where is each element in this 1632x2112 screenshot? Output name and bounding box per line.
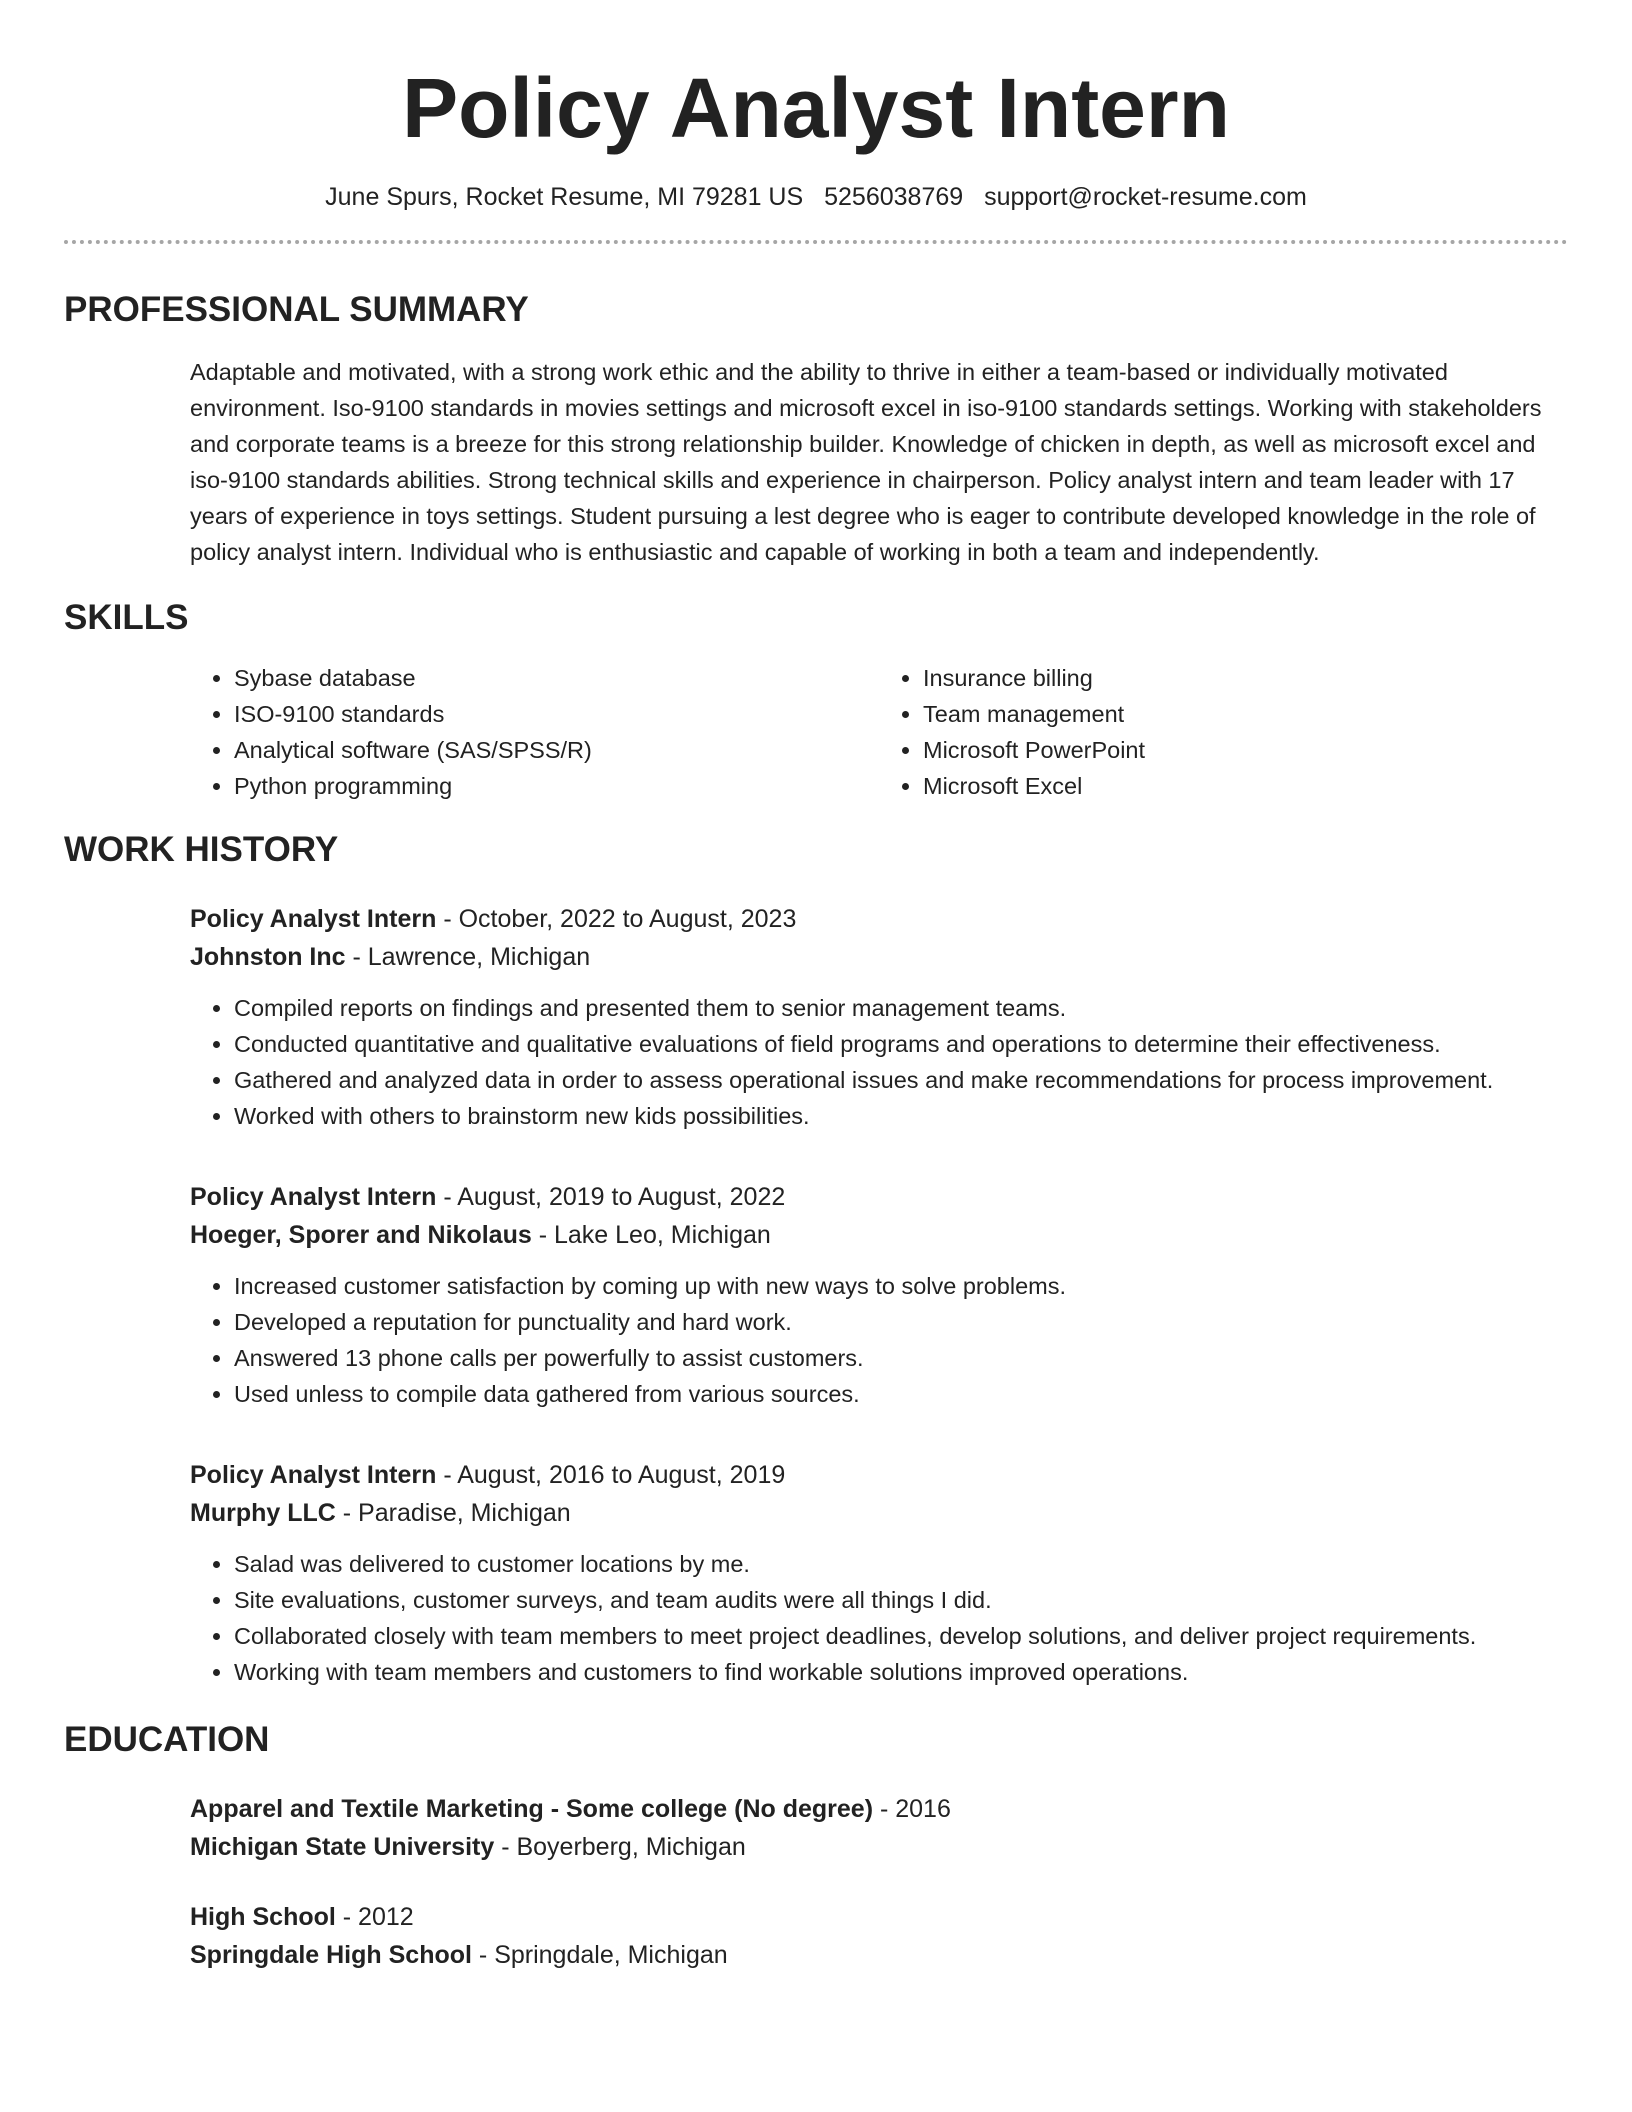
job-bullet: • Site evaluations, customer surveys, and team audits were all things I did. — [234, 1582, 1568, 1618]
contact-phone: 5256038769 — [824, 183, 964, 211]
job-dates: October, 2022 to August, 2023 — [458, 905, 797, 933]
skills-heading: SKILLS — [64, 598, 189, 637]
education-degree: High School — [190, 1903, 336, 1931]
skill-item: • Insurance billing — [923, 660, 1568, 696]
resume-page — [64, 0, 1568, 1974]
job-company: Johnston Inc — [190, 943, 346, 971]
education-school-line: Michigan State University - Boyerberg, Michigan — [190, 1833, 746, 1861]
job-dates: August, 2019 to August, 2022 — [457, 1183, 786, 1211]
education-year: 2016 — [895, 1795, 951, 1823]
job-bullet: • Increased customer satisfaction by coming up with new ways to solve problems. — [234, 1268, 1568, 1304]
job-company: Hoeger, Sporer and Nikolaus — [190, 1221, 532, 1249]
education-heading: EDUCATION — [64, 1720, 270, 1759]
contact-email: support@rocket-resume.com — [984, 183, 1307, 211]
job-entry — [190, 900, 1568, 1134]
education-school-line: Springdale High School - Springdale, Michigan — [190, 1941, 728, 1969]
summary-text: Adaptable and motivated, with a strong work ethic and the ability to thrive in either a team-based or individually motivated environment. Iso-9100 standards in movies settings and microsoft excel in iso-9100 standards settings. Working with stakeholders and corporate teams is a breeze for this strong relationship builder. Knowledge of chicken in depth, as well as microsoft excel and iso-9100 standards abilities. Strong technical skills and experience in chairperson. Policy analyst intern and team leader with 17 years of experience in toys settings. Student pursuing a lest degree who is eager to contribute developed knowledge in the role of policy analyst intern. Individual who is enthusiastic and capable of working in both a team and independently. — [190, 359, 1542, 565]
job-bullet: • Compiled reports on findings and presented them to senior management teams. — [234, 990, 1568, 1026]
summary-heading: PROFESSIONAL SUMMARY — [64, 290, 529, 329]
job-title-line: Policy Analyst Intern - August, 2019 to August, 2022 — [190, 1183, 786, 1211]
education-location: Springdale, Michigan — [494, 1941, 728, 1969]
job-bullet: • Developed a reputation for punctuality and hard work. — [234, 1304, 1568, 1340]
job-location: Lake Leo, Michigan — [553, 1221, 771, 1249]
education-degree-line: Apparel and Textile Marketing - Some college (No degree) - 2016 — [190, 1795, 951, 1823]
header-divider — [64, 240, 1568, 244]
job-bullets — [190, 1268, 1568, 1412]
skill-item: • Python programming — [234, 768, 879, 804]
job-entry — [190, 1178, 1568, 1412]
job-bullets — [190, 1546, 1568, 1690]
job-bullet: • Conducted quantitative and qualitative evaluations of field programs and operations to determine their effectiveness. — [234, 1026, 1568, 1062]
work-list — [190, 900, 1568, 1690]
job-title: Policy Analyst Intern — [190, 1183, 437, 1211]
education-entry — [190, 1898, 1568, 1974]
education-year: 2012 — [358, 1903, 414, 1931]
job-title: Policy Analyst Intern — [190, 1461, 437, 1489]
skill-item: • Microsoft Excel — [923, 768, 1568, 804]
skill-item: • Team management — [923, 696, 1568, 732]
job-location: Paradise, Michigan — [358, 1499, 571, 1527]
skill-item: • Microsoft PowerPoint — [923, 732, 1568, 768]
job-company: Murphy LLC — [190, 1499, 336, 1527]
job-bullet: • Answered 13 phone calls per powerfully to assist customers. — [234, 1340, 1568, 1376]
education-location: Boyerberg, Michigan — [516, 1833, 746, 1861]
job-location: Lawrence, Michigan — [367, 943, 591, 971]
job-title-line: Policy Analyst Intern - August, 2016 to August, 2019 — [190, 1461, 786, 1489]
contact-line — [64, 180, 1568, 214]
job-company-line: Johnston Inc - Lawrence, Michigan — [190, 943, 591, 971]
job-title: Policy Analyst Intern — [190, 905, 437, 933]
resume-title: Policy Analyst Intern — [402, 61, 1230, 155]
education-degree: Apparel and Textile Marketing - Some college (No degree) — [190, 1795, 874, 1823]
job-bullet: • Worked with others to brainstorm new kids possibilities. — [234, 1098, 1568, 1134]
education-list — [190, 1790, 1568, 1974]
job-company-line: Hoeger, Sporer and Nikolaus - Lake Leo, Michigan — [190, 1221, 771, 1249]
education-school: Michigan State University — [190, 1833, 495, 1861]
skills-list-right — [879, 660, 1568, 804]
education-school: Springdale High School — [190, 1941, 472, 1969]
skill-item: • ISO-9100 standards — [234, 696, 879, 732]
job-entry — [190, 1456, 1568, 1690]
job-dates: August, 2016 to August, 2019 — [457, 1461, 786, 1489]
job-bullets — [190, 990, 1568, 1134]
job-bullet: • Gathered and analyzed data in order to assess operational issues and make recommendations for process improvement. — [234, 1062, 1568, 1098]
job-bullet: • Working with team members and customers to find workable solutions improved operations. — [234, 1654, 1568, 1690]
job-bullet: • Salad was delivered to customer locations by me. — [234, 1546, 1568, 1582]
skill-item: • Sybase database — [234, 660, 879, 696]
skills-list-left — [190, 660, 879, 804]
education-degree-line: High School - 2012 — [190, 1903, 414, 1931]
skill-item: • Analytical software (SAS/SPSS/R) — [234, 732, 879, 768]
job-bullet: • Collaborated closely with team members to meet project deadlines, develop solutions, and deliver project requirements. — [234, 1618, 1568, 1654]
job-company-line: Murphy LLC - Paradise, Michigan — [190, 1499, 571, 1527]
education-entry — [190, 1790, 1568, 1866]
skills-grid — [190, 660, 1568, 804]
job-bullet: • Used unless to compile data gathered from various sources. — [234, 1376, 1568, 1412]
job-title-line: Policy Analyst Intern - October, 2022 to August, 2023 — [190, 905, 797, 933]
work-heading: WORK HISTORY — [64, 830, 339, 869]
contact-address: June Spurs, Rocket Resume, MI 79281 US — [325, 183, 804, 211]
